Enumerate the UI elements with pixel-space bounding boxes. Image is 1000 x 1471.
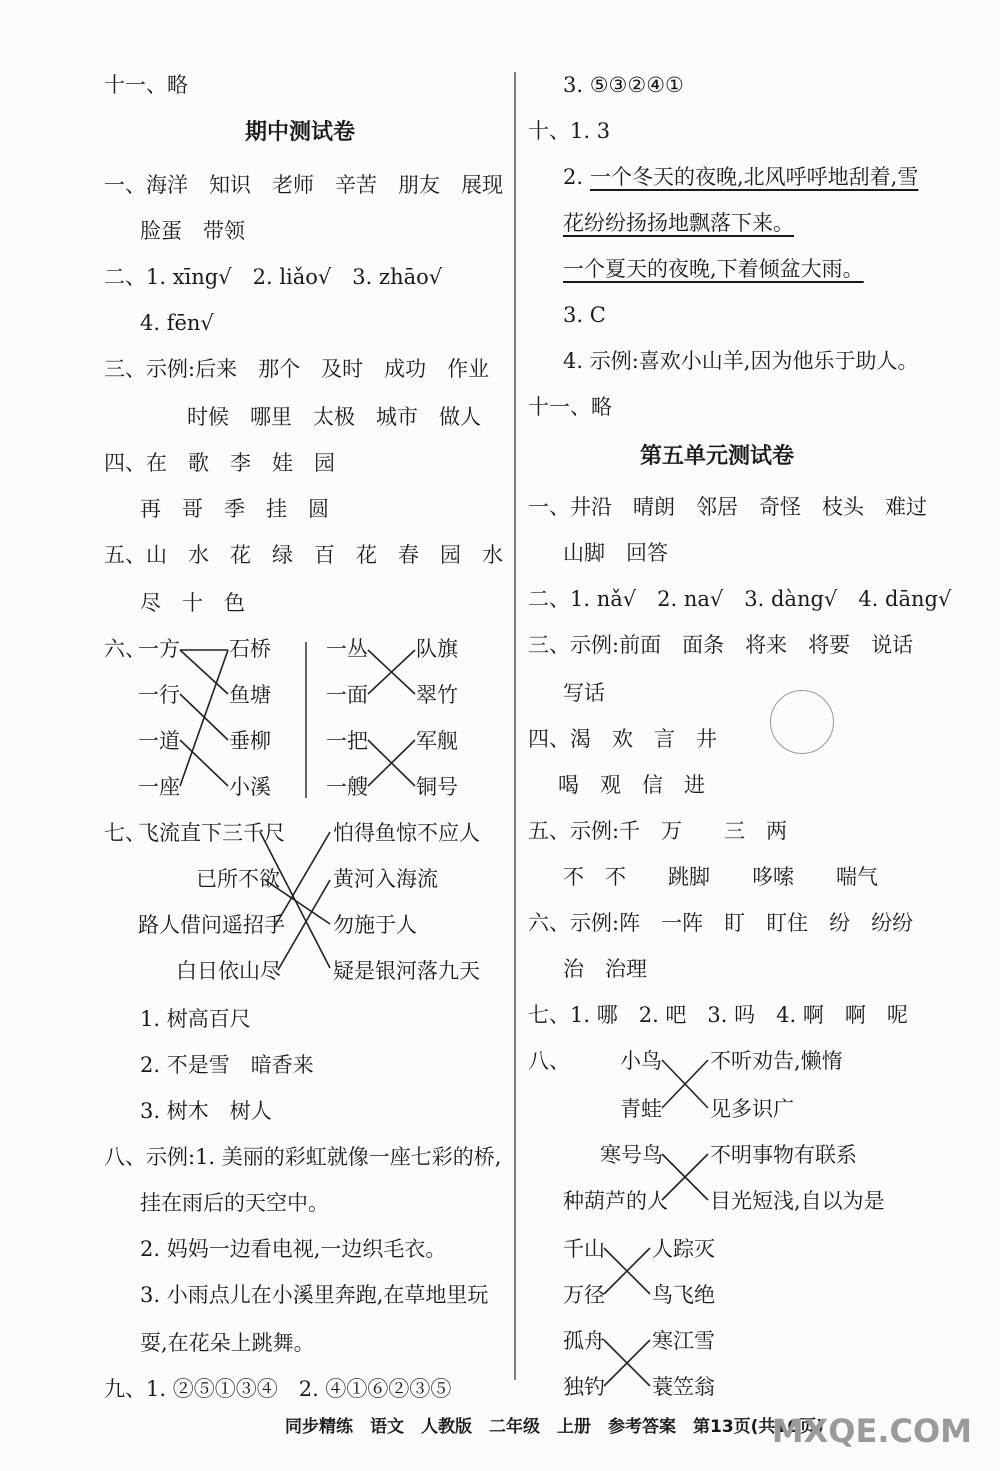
poem-left: 已所不欲: [196, 867, 280, 891]
match-left: 孤舟: [563, 1329, 605, 1353]
s3-line1: 三、示例:后来 那个 及时 成功 作业: [104, 357, 490, 381]
u6-line1: 六、示例:阵 一阵 盯 盯住 纷 纷纷: [528, 911, 914, 935]
match-right: 鱼塘: [229, 683, 271, 707]
r-item2-line1: 一个冬天的夜晚,北风呼呼地刮着,雪: [590, 165, 919, 189]
s7-prefix: 七、: [104, 821, 146, 845]
s5-line1: 五、山 水 花 绿 百 花 春 园 水: [104, 543, 503, 567]
match-right: 石桥: [229, 637, 271, 661]
s7-item2: 2. 不是雪 暗香来: [140, 1053, 314, 1077]
r-section10: 十、1. 3: [528, 119, 611, 143]
u3-line1: 三、示例:前面 面条 将来 将要 说话: [528, 633, 914, 657]
s9-line: 九、1. ②⑤①③④ 2. ④①⑥②③⑤: [104, 1377, 452, 1401]
poem-left: 路人借问遥招手: [138, 913, 285, 937]
poem-right: 怕得鱼惊不应人: [333, 821, 480, 845]
s6-prefix: 六、: [104, 637, 146, 661]
poem-right: 勿施于人: [333, 913, 417, 937]
match-right: 人踪灭: [652, 1237, 715, 1261]
match-line: [180, 740, 228, 786]
match-right: 目光短浅,自以为是: [710, 1189, 885, 1213]
poem-left: 飞流直下三千尺: [138, 821, 285, 845]
u7-line: 七、1. 哪 2. 吧 3. 吗 4. 啊 啊 呢: [528, 1003, 908, 1027]
match-left: 万径: [563, 1283, 605, 1307]
s4-line1: 四、在 歌 李 娃 园: [104, 451, 335, 475]
u4-line1: 四、渴 欢 言 井: [528, 727, 717, 751]
poem-right: 疑是银河落九天: [333, 959, 480, 983]
match-right: 蓑笠翁: [652, 1375, 715, 1399]
s3-line2: 时候 哪里 太极 城市 做人: [187, 405, 481, 429]
match-right: 翠竹: [416, 683, 458, 707]
match-left: 小鸟: [620, 1049, 662, 1073]
match-left: 寒号鸟: [600, 1143, 663, 1167]
u1-line1: 一、井沿 晴朗 邻居 奇怪 枝头 难过: [528, 495, 927, 519]
page-footer: 同步精练 语文 人教版 二年级 上册 参考答案 第13页(共16页): [285, 1417, 824, 1437]
s8-line3: 2. 妈妈一边看电视,一边织毛衣。: [140, 1237, 447, 1261]
s7-item3: 3. 树木 树人: [140, 1099, 272, 1123]
r-order: 3. ⑤③②④①: [563, 73, 684, 97]
match-right: 小溪: [229, 775, 271, 799]
match-left: 一丛: [326, 637, 368, 661]
r-item2-line2: 花纷纷扬扬地飘落下来。: [563, 211, 794, 235]
u3-line2: 写话: [563, 681, 605, 705]
match-line: [180, 650, 228, 786]
match-left: 一艘: [326, 775, 368, 799]
match-left: 一面: [326, 683, 368, 707]
s1-line2: 脸蛋 带领: [140, 219, 245, 243]
u4-line2: 喝 观 信 进: [558, 773, 705, 797]
u8-prefix: 八、: [528, 1049, 570, 1073]
r-item4: 4. 示例:喜欢小山羊,因为他乐于助人。: [563, 349, 919, 373]
stamp-mark: [770, 690, 834, 754]
s2-line2: 4. fēn√: [140, 311, 214, 335]
midterm-title: 期中测试卷: [245, 120, 356, 145]
u2-line: 二、1. nǎ√ 2. na√ 3. dàng√ 4. dāng√: [528, 587, 952, 611]
match-right: 鸟飞绝: [652, 1283, 715, 1307]
section-11-left: 十一、略: [104, 73, 188, 97]
match-left: 一座: [138, 775, 180, 799]
s4-line2: 再 哥 季 挂 圆: [140, 497, 329, 521]
match-right: 军舰: [416, 729, 458, 753]
unit5-title: 第五单元测试卷: [640, 444, 795, 469]
r-item2-prefix: 2.: [563, 165, 584, 189]
match-left: 一道: [138, 729, 180, 753]
poem-right: 黄河入海流: [333, 867, 438, 891]
s2-line1: 二、1. xīng√ 2. liǎo√ 3. zhāo√: [104, 265, 443, 289]
s8-line2: 挂在雨后的天空中。: [140, 1191, 329, 1215]
match-right: 垂柳: [229, 729, 271, 753]
match-left: 青蛙: [620, 1097, 662, 1121]
s8-line1: 八、示例:1. 美丽的彩虹就像一座七彩的桥,: [104, 1145, 502, 1169]
match-right: 铜号: [416, 775, 458, 799]
match-left: 一行: [138, 683, 180, 707]
u5-line2: 不 不 跳脚 哆嗦 喘气: [563, 865, 878, 889]
match-right: 见多识广: [710, 1097, 794, 1121]
s5-line2: 尽 十 色: [140, 591, 245, 615]
watermark-logo: MXQE.COM: [771, 1412, 972, 1450]
match-right: 不明事物有联系: [710, 1143, 857, 1167]
s7-item1: 1. 树高百尺: [140, 1007, 251, 1031]
s8-line5: 耍,在花朵上跳舞。: [140, 1331, 315, 1355]
s1-line1: 一、海洋 知识 老师 辛苦 朋友 展现: [104, 173, 503, 197]
match-right: 不听劝告,懒惰: [710, 1049, 843, 1073]
match-left: 一把: [326, 729, 368, 753]
r-item3: 3. C: [563, 303, 606, 327]
match-left: 种葫芦的人: [563, 1189, 668, 1213]
match-right: 队旗: [416, 637, 458, 661]
match-left: 一方: [138, 637, 180, 661]
match-left: 千山: [563, 1237, 605, 1261]
match-left: 独钓: [563, 1375, 605, 1399]
u1-line2: 山脚 回答: [563, 541, 668, 565]
poem-left: 白日依山尽: [176, 959, 281, 983]
s8-line4: 3. 小雨点儿在小溪里奔跑,在草地里玩: [140, 1283, 489, 1307]
r-item2-line3: 一个夏天的夜晚,下着倾盆大雨。: [563, 257, 864, 281]
u6-line2: 治 治理: [563, 957, 647, 981]
u5-line1: 五、示例:千 万 三 两: [528, 819, 788, 843]
r-section11: 十一、略: [528, 395, 612, 419]
match-right: 寒江雪: [652, 1329, 715, 1353]
